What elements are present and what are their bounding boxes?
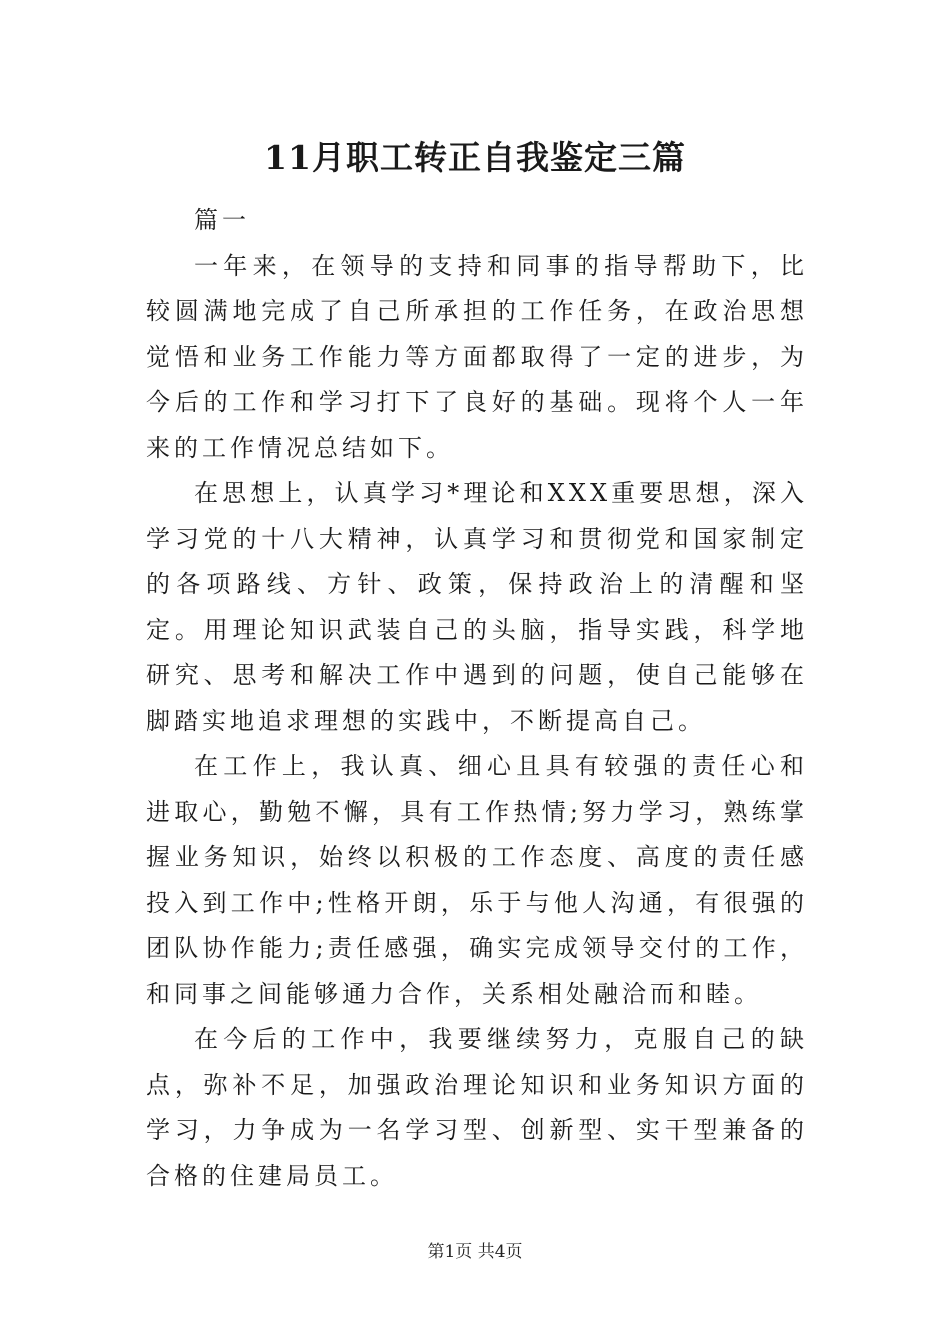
section-label: 篇一 — [194, 206, 250, 234]
document-title: 11月职工转正自我鉴定三篇 — [264, 138, 686, 177]
total-pages: 共4页 — [477, 1242, 523, 1262]
document-body — [146, 198, 808, 1199]
paragraph-1: 一年来，在领导的支持和同事的指导帮助下，比较圆满地完成了自己所承担的工作任务，在政治思想觉悟和业务工作能力等方面都取得了一定的进步，为今后的工作和学习打下了良好的基础。现将个人一年来的工作情况总结如下。 — [146, 251, 808, 462]
paragraph-3: 在工作上，我认真、细心且具有较强的责任心和进取心，勤勉不懈，具有工作热情;努力学习，熟练掌握业务知识，始终以积极的工作态度、高度的责任感投入到工作中;性格开朗，乐于与他人沟通，有很强的团队协作能力;责任感强，确实完成领导交付的工作，和同事之间能够通力合作，关系相处融洽而和睦。 — [146, 752, 808, 1008]
paragraph-2: 在思想上，认真学习*理论和XXX重要思想，深入学习党的十八大精神，认真学习和贯彻党和国家制定的各项路线、方针、政策，保持政治上的清醒和坚定。用理论知识武装自己的头脑，指导实践，科学地研究、思考和解决工作中遇到的问题，使自己能够在脚踏实地追求理想的实践中，不断提高自己。 — [146, 479, 808, 735]
page-indicator: 第1页 — [427, 1242, 473, 1262]
paragraph-4: 在今后的工作中，我要继续努力，克服自己的缺点，弥补不足，加强政治理论知识和业务知识方面的学习，力争成为一名学习型、创新型、实干型兼备的合格的住建局员工。 — [146, 1025, 808, 1190]
page-footer — [0, 1240, 950, 1264]
